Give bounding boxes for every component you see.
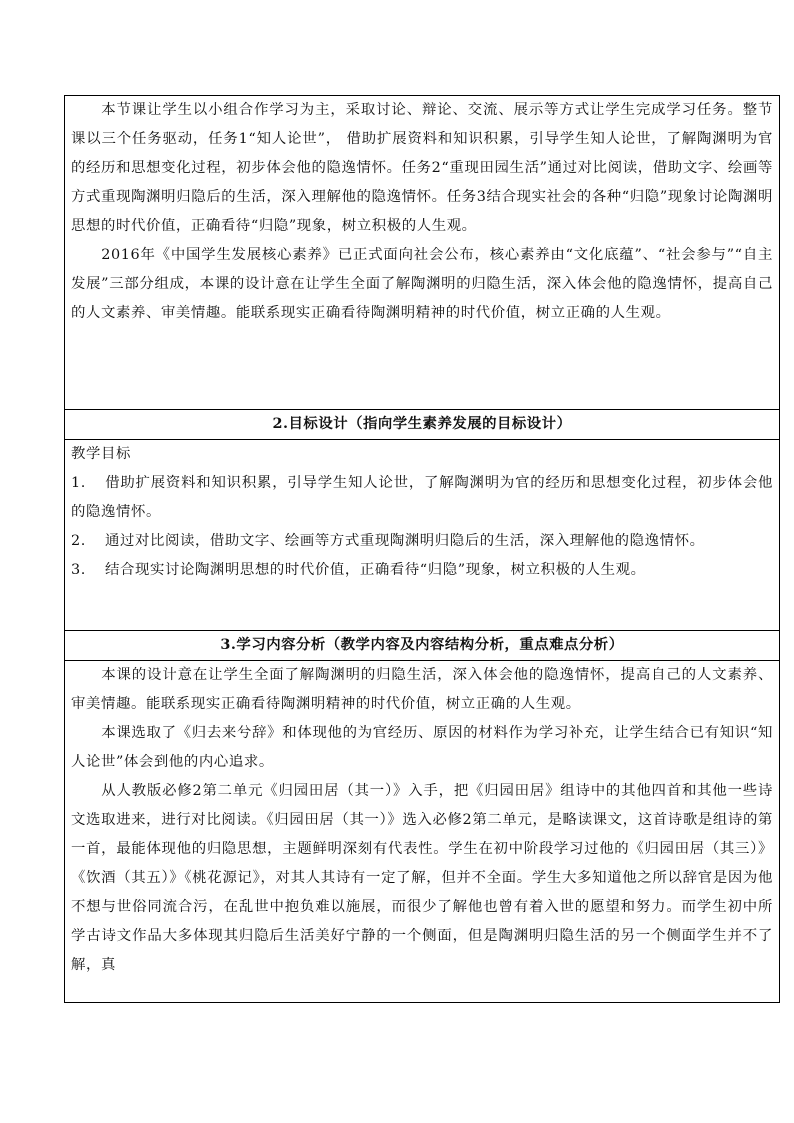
intro-paragraph-2: 2016年《中国学生发展核心素养》已正式面向社会公布，核心素养由“文化底蕴”、“社会参与”“自主发展”三部分组成，本课的设计意在让学生全面了解陶渊明的归隐生活，深入体会他的隐逸情怀，提高自己的人文素养、审美情趣。能联系现实正确看待陶渊明精神的时代价值，树立正确的人生观。: [71, 247, 773, 321]
section3-heading-cell: [65, 631, 779, 661]
goal-item-2: [71, 527, 773, 556]
analysis-paragraph-3: 从人教版必修2第二单元《归园田居（其一）》入手，把《归园田居》组诗中的其他四首和其他一些诗文选取进来，进行对比阅读。《归园田居（其一）》选入必修2第二单元，是略读课文，这首诗歌是组诗的第一首，最能体现他的归隐思想，主题鲜明深刻有代表性。学生在初中阶段学习过他的《归园田居（其三）》《饮酒（其五）》《桃花源记》，对其人其诗有一定了解，但并不全面。学生大多知道他之所以辞官是因为他不想与世俗同流合污，在乱世中抱负难以施展，而很少了解他也曾有着入世的愿望和努力。而学生初中所学古诗文作品大多体现其归隐后生活美好宁静的一个侧面，但是陶渊明归隐生活的另一个侧面学生并不了解，真: [71, 783, 773, 973]
goal-item-3: [71, 556, 773, 585]
goal-number: 3.: [71, 562, 86, 578]
analysis-paragraph-2: 本课选取了《归去来兮辞》和体现他的为官经历、原因的材料作为学习补充，让学生结合已有知识“知人论世”体会到他的内心追求。: [71, 725, 773, 770]
goal-text: 通过对比阅读，借助文字、绘画等方式重现陶渊明归隐后的生活，深入理解他的隐逸情怀。: [105, 533, 705, 549]
section3-heading: 3.学习内容分析（教学内容及内容结构分析，重点难点分析）: [220, 636, 624, 653]
teaching-goals-label: 教学目标: [71, 446, 131, 462]
intro-cell: [65, 96, 779, 410]
document-table: [64, 95, 780, 1003]
goal-item-1: [71, 469, 773, 527]
goal-number: 1.: [71, 475, 86, 491]
goal-number: 2.: [71, 533, 86, 549]
goal-text: 借助扩展资料和知识积累，引导学生知人论世，了解陶渊明为官的经历和思想变化过程，初步体会他的隐逸情怀。: [71, 475, 773, 520]
content-analysis-cell: [65, 661, 779, 1002]
intro-paragraph-1: 本节课让学生以小组合作学习为主，采取讨论、辩论、交流、展示等方式让学生完成学习任务。整节课以三个任务驱动，任务1“知人论世”， 借助扩展资料和知识积累，引导学生知人论世，了解陶渊明为官的经历和思想变化过程，初步体会他的隐逸情怀。任务2“重现田园生活”通过对比阅读，借助文字、绘画等方式重现陶渊明归隐后的生活，深入理解他的隐逸情怀。任务3结合现实社会的各种“归隐”现象讨论陶渊明思想的时代价值，正确看待“归隐”现象，树立积极的人生观。: [71, 102, 773, 234]
goal-text: 结合现实讨论陶渊明思想的时代价值，正确看待“归隐”现象，树立积极的人生观。: [105, 562, 646, 578]
section2-heading: 2.目标设计（指向学生素养发展的目标设计）: [272, 415, 572, 432]
analysis-paragraph-1: 本课的设计意在让学生全面了解陶渊明的归隐生活，深入体会他的隐逸情怀，提高自己的人文素养、审美情趣。能联系现实正确看待陶渊明精神的时代价值，树立正确的人生观。: [71, 667, 773, 712]
teaching-goals-cell: [65, 440, 779, 631]
section2-heading-cell: [65, 410, 779, 440]
